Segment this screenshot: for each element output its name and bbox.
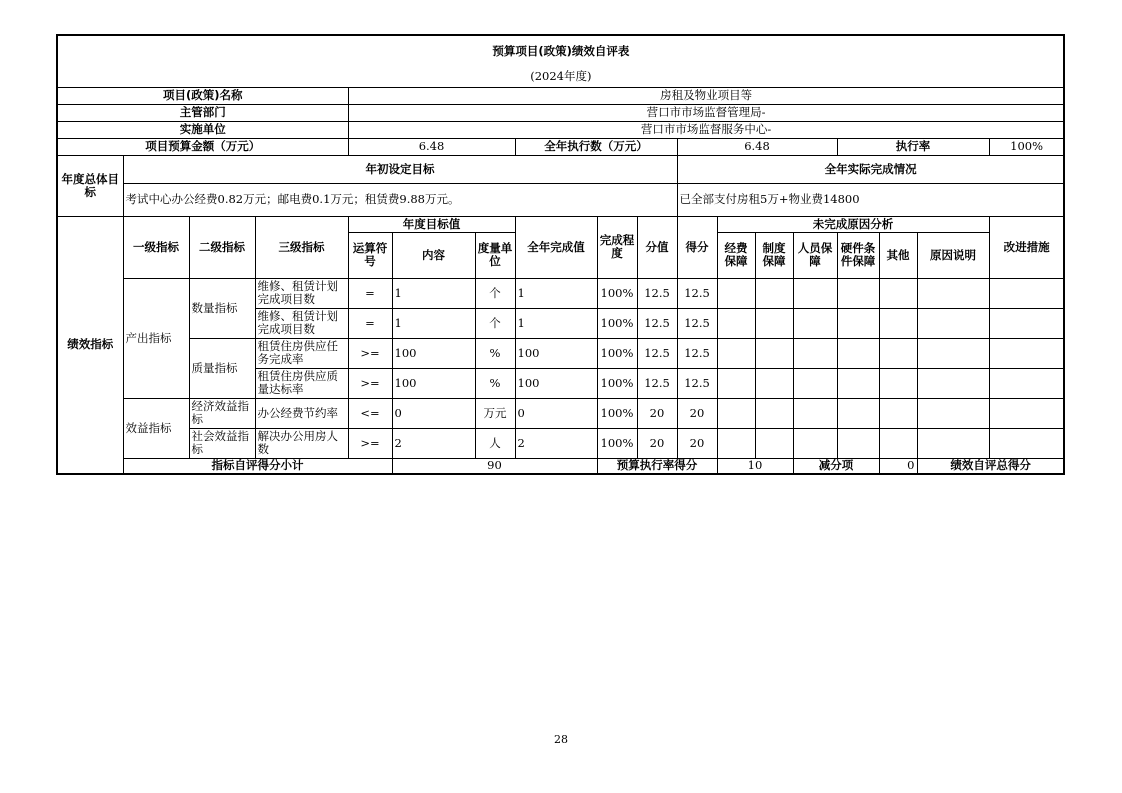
content-cell: 100 bbox=[392, 338, 475, 368]
empty-cell bbox=[793, 368, 837, 398]
completed-cell: 1 bbox=[515, 278, 597, 308]
empty-cell bbox=[755, 428, 793, 458]
completed-cell: 100 bbox=[515, 338, 597, 368]
budget-score-value: 10 bbox=[717, 458, 793, 474]
rate-value: 100% bbox=[989, 138, 1064, 155]
header-content: 内容 bbox=[392, 232, 475, 278]
op-cell: >= bbox=[348, 428, 392, 458]
empty-cell bbox=[837, 278, 879, 308]
got-cell: 12.5 bbox=[677, 338, 717, 368]
unit-cell: % bbox=[475, 368, 515, 398]
completed-cell: 1 bbox=[515, 308, 597, 338]
got-cell: 12.5 bbox=[677, 278, 717, 308]
dept-label: 主管部门 bbox=[57, 104, 348, 121]
table-row bbox=[57, 338, 1064, 368]
page-title: 预算项目(政策)绩效自评表 bbox=[57, 35, 1064, 67]
level2-social: 社会效益指标 bbox=[189, 428, 255, 458]
budget-label: 项目预算金额（万元） bbox=[57, 138, 348, 155]
degree-cell: 100% bbox=[597, 368, 637, 398]
initial-goal-text: 考试中心办公经费0.82万元；邮电费0.1万元；租赁费9.88万元。 bbox=[123, 183, 677, 216]
header-reason-note: 原因说明 bbox=[917, 232, 989, 278]
subtotal-label: 指标自评得分小计 bbox=[123, 458, 392, 474]
level3-cell: 维修、租赁计划完成项目数 bbox=[255, 308, 348, 338]
header-target-group: 年度目标值 bbox=[348, 216, 515, 232]
empty-cell bbox=[837, 398, 879, 428]
empty-cell bbox=[793, 428, 837, 458]
empty-cell bbox=[917, 278, 989, 308]
empty-cell bbox=[837, 368, 879, 398]
empty-cell bbox=[717, 368, 755, 398]
score-cell: 12.5 bbox=[637, 308, 677, 338]
level3-cell: 解决办公用房人数 bbox=[255, 428, 348, 458]
header-got: 得分 bbox=[677, 216, 717, 278]
score-cell: 20 bbox=[637, 398, 677, 428]
empty-cell bbox=[793, 398, 837, 428]
op-cell: = bbox=[348, 308, 392, 338]
header-reason-other: 其他 bbox=[879, 232, 917, 278]
exec-label: 全年执行数（万元） bbox=[515, 138, 677, 155]
page-number: 28 bbox=[554, 733, 568, 746]
got-cell: 20 bbox=[677, 428, 717, 458]
empty-cell bbox=[917, 428, 989, 458]
completed-cell: 2 bbox=[515, 428, 597, 458]
header-level3: 三级指标 bbox=[255, 216, 348, 278]
header-op: 运算符号 bbox=[348, 232, 392, 278]
op-cell: <= bbox=[348, 398, 392, 428]
op-cell: >= bbox=[348, 338, 392, 368]
got-cell: 20 bbox=[677, 398, 717, 428]
empty-cell bbox=[917, 398, 989, 428]
empty-cell bbox=[717, 308, 755, 338]
dept-value: 营口市市场监督管理局- bbox=[348, 104, 1064, 121]
table-row bbox=[57, 398, 1064, 428]
score-cell: 12.5 bbox=[637, 278, 677, 308]
empty-cell bbox=[755, 278, 793, 308]
content-cell: 0 bbox=[392, 398, 475, 428]
empty-cell bbox=[989, 308, 1064, 338]
empty-cell bbox=[879, 398, 917, 428]
empty-cell bbox=[879, 338, 917, 368]
unit-cell: 个 bbox=[475, 308, 515, 338]
score-cell: 12.5 bbox=[637, 338, 677, 368]
header-improve: 改进措施 bbox=[989, 216, 1064, 278]
header-completed: 全年完成值 bbox=[515, 216, 597, 278]
level3-cell: 租赁住房供应质量达标率 bbox=[255, 368, 348, 398]
empty-cell bbox=[917, 368, 989, 398]
perf-indicator-label: 绩效指标 bbox=[57, 216, 123, 474]
content-cell: 1 bbox=[392, 308, 475, 338]
degree-cell: 100% bbox=[597, 308, 637, 338]
empty-cell bbox=[989, 368, 1064, 398]
empty-cell bbox=[837, 338, 879, 368]
header-reason-group: 未完成原因分析 bbox=[717, 216, 989, 232]
got-cell: 12.5 bbox=[677, 368, 717, 398]
empty-cell bbox=[989, 398, 1064, 428]
empty-cell bbox=[837, 308, 879, 338]
actual-completion-header: 全年实际完成情况 bbox=[677, 155, 1064, 183]
header-reason-funding: 经费保障 bbox=[717, 232, 755, 278]
header-level1: 一级指标 bbox=[123, 216, 189, 278]
empty-cell bbox=[879, 278, 917, 308]
project-name-value: 房租及物业项目等 bbox=[348, 87, 1064, 104]
header-reason-hardware: 硬件条件保障 bbox=[837, 232, 879, 278]
empty-cell bbox=[989, 278, 1064, 308]
completed-cell: 0 bbox=[515, 398, 597, 428]
empty-cell bbox=[879, 428, 917, 458]
empty-cell bbox=[793, 278, 837, 308]
empty-cell bbox=[793, 338, 837, 368]
op-cell: >= bbox=[348, 368, 392, 398]
degree-cell: 100% bbox=[597, 428, 637, 458]
header-score: 分值 bbox=[637, 216, 677, 278]
level1-output: 产出指标 bbox=[123, 278, 189, 398]
deduct-label: 减分项 bbox=[793, 458, 879, 474]
empty-cell bbox=[717, 338, 755, 368]
score-cell: 12.5 bbox=[637, 368, 677, 398]
op-cell: = bbox=[348, 278, 392, 308]
level1-benefit: 效益指标 bbox=[123, 398, 189, 458]
content-cell: 100 bbox=[392, 368, 475, 398]
budget-score-label: 预算执行率得分 bbox=[597, 458, 717, 474]
unit-cell: 人 bbox=[475, 428, 515, 458]
header-reason-staff: 人员保障 bbox=[793, 232, 837, 278]
level2-economic: 经济效益指标 bbox=[189, 398, 255, 428]
empty-cell bbox=[755, 338, 793, 368]
impl-value: 营口市市场监督服务中心- bbox=[348, 121, 1064, 138]
empty-cell bbox=[837, 428, 879, 458]
budget-value: 6.48 bbox=[348, 138, 515, 155]
total-label: 绩效自评总得分 bbox=[917, 458, 1064, 474]
content-cell: 1 bbox=[392, 278, 475, 308]
actual-completion-text: 已全部支付房租5万+物业费14800 bbox=[677, 183, 1064, 216]
empty-cell bbox=[989, 428, 1064, 458]
unit-cell: 个 bbox=[475, 278, 515, 308]
completed-cell: 100 bbox=[515, 368, 597, 398]
level3-cell: 租赁住房供应任务完成率 bbox=[255, 338, 348, 368]
empty-cell bbox=[717, 428, 755, 458]
unit-cell: % bbox=[475, 338, 515, 368]
degree-cell: 100% bbox=[597, 398, 637, 428]
deduct-value: 0 bbox=[879, 458, 917, 474]
empty-cell bbox=[755, 308, 793, 338]
unit-cell: 万元 bbox=[475, 398, 515, 428]
empty-cell bbox=[717, 278, 755, 308]
degree-cell: 100% bbox=[597, 278, 637, 308]
empty-cell bbox=[793, 308, 837, 338]
subtotal-value: 90 bbox=[392, 458, 597, 474]
empty-cell bbox=[879, 368, 917, 398]
empty-cell bbox=[989, 338, 1064, 368]
header-reason-system: 制度保障 bbox=[755, 232, 793, 278]
header-unit: 度量单位 bbox=[475, 232, 515, 278]
rate-label: 执行率 bbox=[837, 138, 989, 155]
content-cell: 2 bbox=[392, 428, 475, 458]
header-degree: 完成程度 bbox=[597, 216, 637, 278]
empty-cell bbox=[917, 338, 989, 368]
level3-cell: 办公经费节约率 bbox=[255, 398, 348, 428]
empty-cell bbox=[755, 368, 793, 398]
got-cell: 12.5 bbox=[677, 308, 717, 338]
initial-goal-header: 年初设定目标 bbox=[123, 155, 677, 183]
performance-table bbox=[56, 34, 1065, 475]
level3-cell: 维修、租赁计划完成项目数 bbox=[255, 278, 348, 308]
year-subtitle: (2024年度) bbox=[57, 67, 1064, 87]
table-row bbox=[57, 428, 1064, 458]
empty-cell bbox=[755, 398, 793, 428]
header-level2: 二级指标 bbox=[189, 216, 255, 278]
table-row bbox=[57, 278, 1064, 308]
level2-quality: 质量指标 bbox=[189, 338, 255, 398]
impl-label: 实施单位 bbox=[57, 121, 348, 138]
empty-cell bbox=[717, 398, 755, 428]
level2-quantity: 数量指标 bbox=[189, 278, 255, 338]
empty-cell bbox=[879, 308, 917, 338]
goal-label: 年度总体目标 bbox=[57, 155, 123, 216]
degree-cell: 100% bbox=[597, 338, 637, 368]
project-name-label: 项目(政策)名称 bbox=[57, 87, 348, 104]
score-cell: 20 bbox=[637, 428, 677, 458]
exec-value: 6.48 bbox=[677, 138, 837, 155]
empty-cell bbox=[917, 308, 989, 338]
